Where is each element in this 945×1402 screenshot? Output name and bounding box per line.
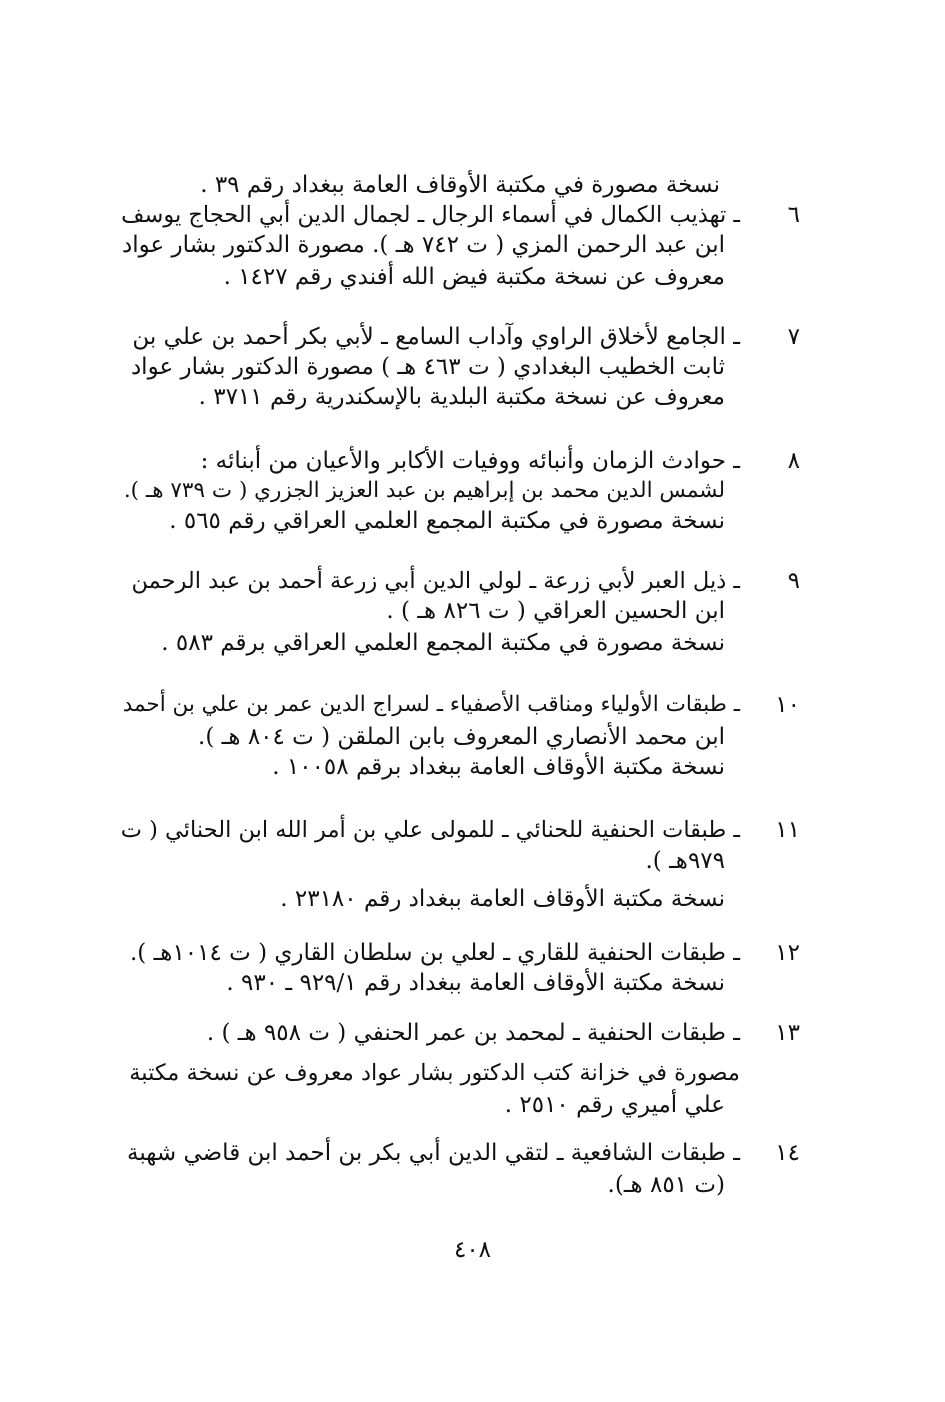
text-line: ٩٧٩هـ ). bbox=[645, 848, 725, 874]
item-number: ١٣ bbox=[775, 1020, 800, 1046]
text-line: ـ طبقات الأولياء ومناقب الأصفياء ـ لسراج الدين عمر بن علي بن أحمد bbox=[122, 692, 740, 717]
text-line: ـ طبقات الحنفية ـ لمحمد بن عمر الحنفي ( ت ٩٥٨ هـ ) . bbox=[206, 1020, 740, 1046]
text-line: ـ طبقات الشافعية ـ لتقي الدين أبي بكر بن أحمد ابن قاضي شهبة bbox=[127, 1140, 740, 1166]
text-line: ثابت الخطيب البغدادي ( ت ٤٦٣ هـ ) مصورة الدكتور بشار عواد bbox=[130, 354, 725, 380]
text-line: علي أميري رقم ٢٥١٠ . bbox=[504, 1092, 725, 1118]
text-line: ـ الجامع لأخلاق الراوي وآداب السامع ـ لأبي بكر أحمد بن علي بن bbox=[132, 324, 740, 350]
text-line: ـ طبقات الحنفية للحنائي ـ للمولى علي بن أمر الله ابن الحنائي ( ت bbox=[120, 817, 740, 843]
text-line: نسخة مكتبة الأوقاف العامة ببغداد رقم ٩٢٩/١ ـ ٩٣٠ . bbox=[226, 970, 725, 996]
text-line: نسخة مصورة في مكتبة المجمع العلمي العراقي برقم ٥٨٣ . bbox=[161, 630, 725, 656]
text-line: (ت ٨٥١ هـ). bbox=[607, 1172, 725, 1198]
text-line: لشمس الدين محمد بن إبراهيم بن عبد العزيز الجزري ( ت ٧٣٩ هـ ). bbox=[123, 478, 725, 503]
item-number: ١١ bbox=[775, 817, 800, 843]
text-line: ـ تهذيب الكمال في أسماء الرجال ـ لجمال الدين أبي الحجاج يوسف bbox=[121, 202, 740, 228]
text-line: ابن عبد الرحمن المزي ( ت ٧٤٢ هـ ). مصورة الدكتور بشار عواد bbox=[121, 232, 725, 258]
item-number: ٧ bbox=[787, 324, 800, 350]
text-line: مصورة في خزانة كتب الدكتور بشار عواد معروف عن نسخة مكتبة bbox=[129, 1060, 740, 1086]
item-number: ٩ bbox=[787, 568, 800, 594]
text-line: نسخة مصورة في مكتبة الأوقاف العامة ببغداد رقم ٣٩ . bbox=[200, 172, 720, 198]
item-number: ١٤ bbox=[775, 1140, 800, 1166]
text-line: ابن محمد الأنصاري المعروف بابن الملقن ( ت ٨٠٤ هـ ). bbox=[198, 724, 725, 750]
text-line: معروف عن نسخة مكتبة فيض الله أفندي رقم ١٤٢٧ . bbox=[223, 264, 725, 290]
text-line: ـ طبقات الحنفية للقاري ـ لعلي بن سلطان القاري ( ت ١٠١٤هـ ). bbox=[129, 940, 740, 966]
text-line: معروف عن نسخة مكتبة البلدية بالإسكندرية رقم ٣٧١١ . bbox=[198, 384, 725, 410]
item-number: ١٠ bbox=[775, 692, 800, 718]
text-line: نسخة مصورة في مكتبة المجمع العلمي العراقي رقم ٥٦٥ . bbox=[169, 508, 725, 534]
text-line: نسخة مكتبة الأوقاف العامة ببغداد رقم ٢٣١٨٠ . bbox=[280, 886, 725, 912]
item-number: ٨ bbox=[787, 448, 800, 474]
text-line: نسخة مكتبة الأوقاف العامة ببغداد برقم ١٠٠٥٨ . bbox=[272, 754, 725, 780]
text-line: ابن الحسين العراقي ( ت ٨٢٦ هـ ) . bbox=[386, 598, 725, 624]
item-number: ٦ bbox=[787, 202, 800, 228]
text-line: ـ حوادث الزمان وأنبائه ووفيات الأكابر والأعيان من أبنائه : bbox=[200, 448, 740, 474]
text-line: ـ ذيل العبر لأبي زرعة ـ لولي الدين أبي زرعة أحمد بن عبد الرحمن bbox=[131, 568, 740, 594]
item-number: ١٢ bbox=[775, 940, 800, 966]
page-number: ٤٠٨ bbox=[453, 1237, 492, 1263]
